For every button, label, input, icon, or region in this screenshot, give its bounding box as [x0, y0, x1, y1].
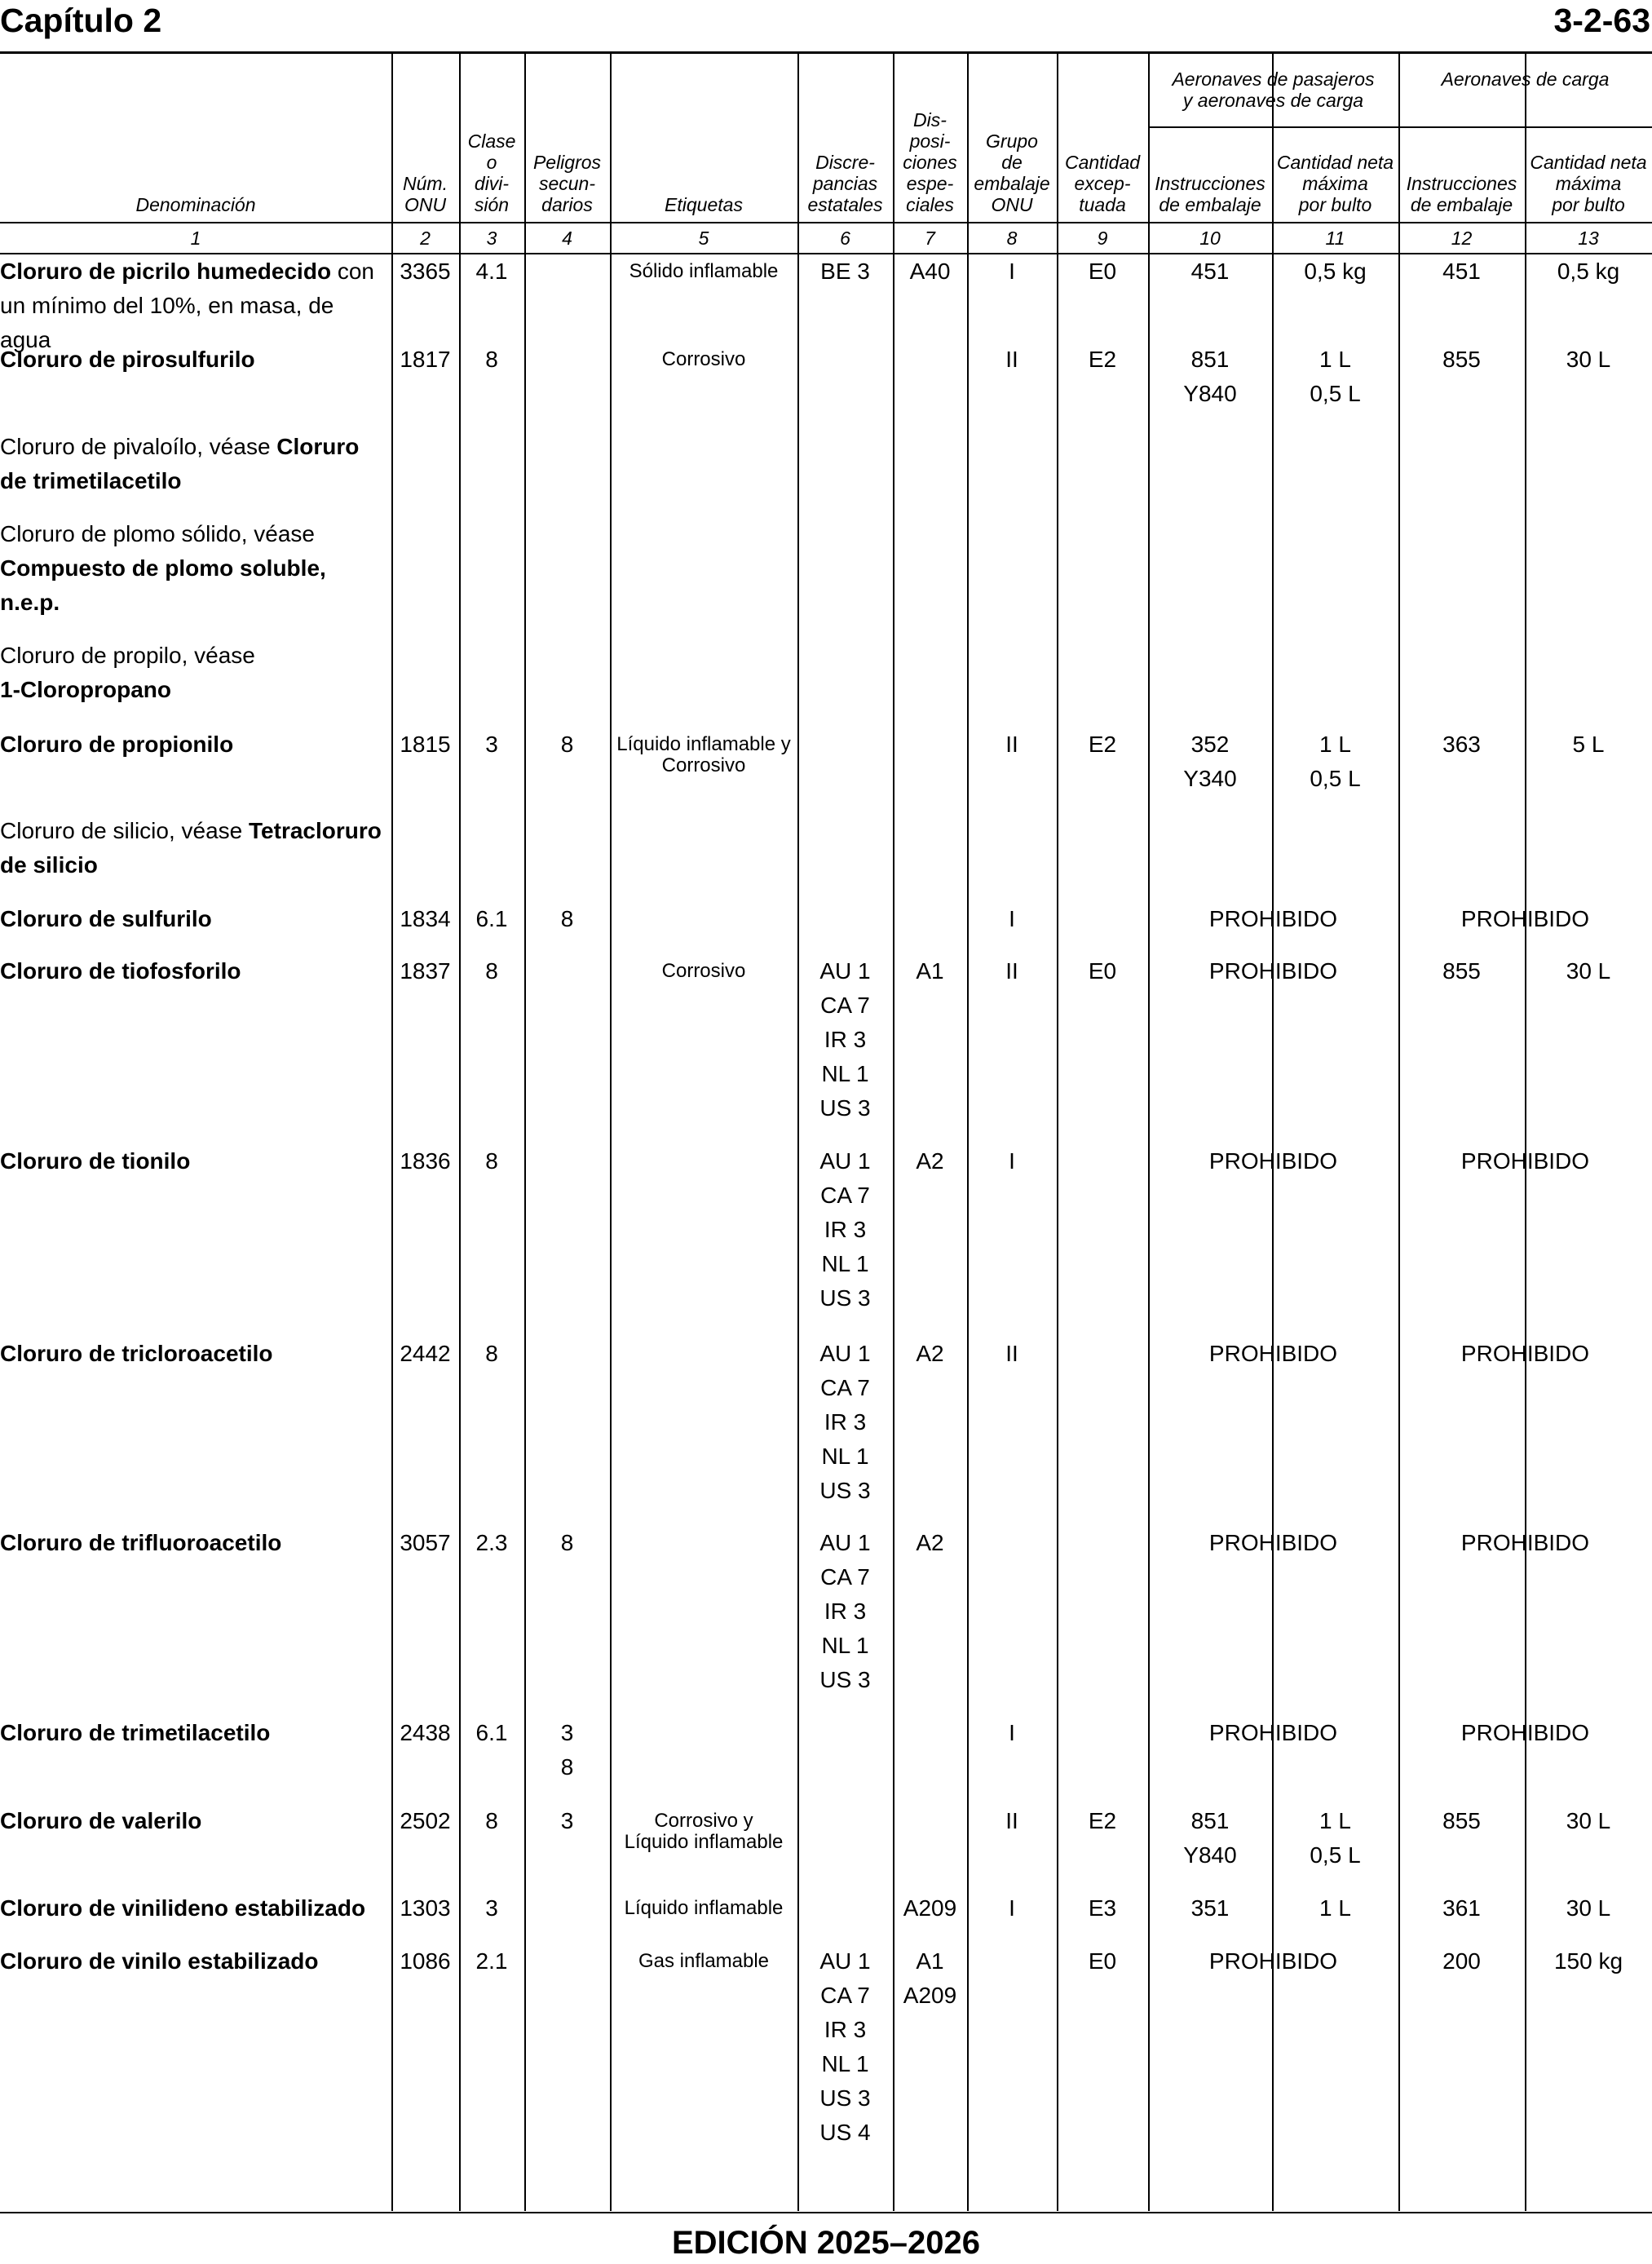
packing-group: I [1009, 1148, 1015, 1174]
table-row-name: Cloruro de plomo sólido, véase Compuesto de plomo soluble, n.e.p. [0, 521, 326, 615]
state-variation: AU 1 CA 7 IR 3 NL 1 US 3 [819, 1341, 871, 1503]
header-cantidad-pax: Cantidad neta máxima por bulto [1276, 152, 1394, 215]
special-provision: A2 [916, 1148, 944, 1174]
header-instrucciones-pax: Instrucciones de embalaje [1155, 173, 1266, 215]
edition-footer: EDICIÓN 2025–2026 [671, 2225, 980, 2261]
subsidiary-hazard: 8 [560, 1530, 574, 1555]
pax-packing-instruction: 851 Y840 [1183, 1808, 1237, 1868]
table-row-name: Cloruro de propionilo [0, 732, 234, 757]
header-etiquetas: Etiquetas [665, 194, 743, 215]
class-division: 2.1 [475, 1948, 508, 1974]
excepted-quantity: E3 [1088, 1895, 1117, 1921]
pax-forbidden: PROHIBIDO [1208, 906, 1338, 931]
special-provision: A2 [916, 1530, 944, 1555]
column-number: 4 [562, 228, 572, 249]
label-text: Líquido inflamable y Corrosivo [616, 733, 791, 776]
cargo-max-quantity: 30 L [1566, 347, 1611, 372]
column-rule [797, 54, 799, 2211]
column-number: 2 [420, 228, 431, 249]
un-number: 2438 [400, 1720, 451, 1745]
un-number: 1086 [400, 1948, 451, 1974]
cargo-forbidden: PROHIBIDO [1460, 906, 1590, 931]
header-disposiciones: Dis- posi- ciones espe- ciales [903, 109, 957, 215]
header-denominacion: Denominación [135, 194, 256, 215]
cargo-max-quantity: 30 L [1566, 958, 1611, 984]
excepted-quantity: E2 [1088, 347, 1117, 372]
cargo-max-quantity: 150 kg [1553, 1948, 1623, 1974]
packing-group: I [1009, 1720, 1015, 1745]
header-grupo-embalaje: Grupo de embalaje ONU [974, 130, 1050, 215]
label-text: Corrosivo [661, 348, 746, 370]
un-number: 3365 [400, 259, 451, 284]
pax-max-quantity: 1 L 0,5 L [1310, 1808, 1361, 1868]
packing-group: II [1005, 958, 1018, 984]
cargo-packing-instruction: 855 [1442, 347, 1481, 372]
column-rule [391, 54, 393, 2211]
un-number: 2502 [400, 1808, 451, 1833]
state-variation: BE 3 [820, 259, 870, 284]
pax-max-quantity: 1 L [1319, 1895, 1351, 1921]
un-number: 1303 [400, 1895, 451, 1921]
header-instrucciones-carga: Instrucciones de embalaje [1406, 173, 1517, 215]
table-row-name: Cloruro de vinilideno estabilizado [0, 1895, 366, 1921]
pax-forbidden: PROHIBIDO [1208, 1948, 1338, 1974]
pax-forbidden: PROHIBIDO [1208, 1341, 1338, 1366]
un-number: 1834 [400, 906, 451, 931]
class-division: 3 [485, 1895, 498, 1921]
header-peligros-secundarios: Peligros secun- darios [532, 152, 602, 215]
excepted-quantity: E2 [1088, 732, 1117, 757]
special-provision: A40 [909, 259, 951, 284]
cargo-packing-instruction: 451 [1442, 259, 1481, 284]
table-row-name: Cloruro de propilo, véase 1-Cloropropano [0, 643, 255, 702]
un-number: 1836 [400, 1148, 451, 1174]
column-number: 8 [1006, 228, 1018, 249]
special-provision: A1 [916, 958, 944, 984]
table-row-name: Cloruro de valerilo [0, 1808, 202, 1833]
table-row-name: Cloruro de picrilo humedecido con un mínimo del 10%, en masa, de agua [0, 259, 374, 352]
column-rule [1057, 54, 1058, 2211]
class-division: 8 [485, 1808, 498, 1833]
packing-group: II [1005, 1808, 1018, 1833]
column-rule [1525, 54, 1526, 2211]
pax-packing-instruction: 851 Y840 [1183, 347, 1237, 406]
excepted-quantity: E0 [1088, 958, 1117, 984]
cargo-forbidden: PROHIBIDO [1460, 1720, 1590, 1745]
subsidiary-hazard: 8 [560, 732, 574, 757]
table-row-name: Cloruro de vinilo estabilizado [0, 1948, 319, 1974]
cargo-forbidden: PROHIBIDO [1460, 1530, 1590, 1555]
un-number: 3057 [400, 1530, 451, 1555]
label-text: Corrosivo [661, 960, 746, 982]
table-row-name: Cloruro de pivaloílo, véase Cloruro de trimetilacetilo [0, 434, 360, 493]
packing-group: I [1009, 906, 1015, 931]
header-discrepancias: Discre- pancias estatales [807, 152, 883, 215]
cargo-packing-instruction: 363 [1442, 732, 1481, 757]
cargo-forbidden: PROHIBIDO [1460, 1341, 1590, 1366]
pax-forbidden: PROHIBIDO [1208, 1148, 1338, 1174]
cargo-max-quantity: 30 L [1566, 1895, 1611, 1921]
state-variation: AU 1 CA 7 IR 3 NL 1 US 3 [819, 1148, 871, 1311]
class-division: 6.1 [475, 906, 508, 931]
pax-max-quantity: 1 L 0,5 L [1310, 732, 1361, 791]
table-row-name: Cloruro de trifluoroacetilo [0, 1530, 282, 1555]
class-division: 8 [485, 1341, 498, 1366]
label-text: Líquido inflamable [624, 1897, 784, 1919]
group-header-rule [1148, 126, 1652, 128]
header-clase: Clase o divi- sión [467, 130, 516, 215]
column-number: 10 [1199, 228, 1221, 249]
subsidiary-hazard: 8 [560, 906, 574, 931]
class-division: 3 [485, 732, 498, 757]
state-variation: AU 1 CA 7 IR 3 NL 1 US 3 US 4 [819, 1948, 871, 2145]
class-division: 8 [485, 347, 498, 372]
un-number: 1817 [400, 347, 451, 372]
state-variation: AU 1 CA 7 IR 3 NL 1 US 3 [819, 958, 871, 1121]
table-row-name: Cloruro de tiofosforilo [0, 958, 241, 984]
header-rule [0, 222, 1652, 223]
header-cantidad-carga: Cantidad neta máxima por bulto [1530, 152, 1647, 215]
pax-forbidden: PROHIBIDO [1208, 1530, 1338, 1555]
column-number: 3 [486, 228, 497, 249]
pax-packing-instruction: 352 Y340 [1183, 732, 1237, 791]
excepted-quantity: E0 [1088, 259, 1117, 284]
label-text: Sólido inflamable [629, 260, 779, 282]
cargo-packing-instruction: 855 [1442, 1808, 1481, 1833]
special-provision: A209 [903, 1895, 957, 1921]
pax-packing-instruction: 351 [1190, 1895, 1230, 1921]
class-division: 4.1 [475, 259, 508, 284]
un-number: 1837 [400, 958, 451, 984]
un-number: 2442 [400, 1341, 451, 1366]
table-row-name: Cloruro de pirosulfurilo [0, 347, 255, 372]
header-cantidad-exceptuada: Cantidad excep- tuada [1064, 152, 1141, 215]
cargo-packing-instruction: 200 [1442, 1948, 1481, 1974]
class-division: 8 [485, 1148, 498, 1174]
cargo-forbidden: PROHIBIDO [1460, 1148, 1590, 1174]
header-group-carga: Aeronaves de carga [1441, 69, 1610, 90]
table-row-name: Cloruro de trimetilacetilo [0, 1720, 271, 1745]
packing-group: I [1009, 259, 1015, 284]
pax-max-quantity: 0,5 kg [1304, 259, 1367, 284]
chapter-title: Capítulo 2 [0, 2, 162, 39]
top-rule [0, 51, 1652, 54]
label-text: Gas inflamable [638, 1950, 770, 1972]
table-row-name: Cloruro de tionilo [0, 1148, 191, 1174]
table-row-name: Cloruro de silicio, véase Tetracloruro de silicio [0, 818, 382, 878]
bottom-rule [0, 2212, 1652, 2213]
table-row-name: Cloruro de tricloroacetilo [0, 1341, 273, 1366]
label-text: Corrosivo y Líquido inflamable [624, 1810, 784, 1853]
column-number: 7 [925, 228, 935, 249]
pax-forbidden: PROHIBIDO [1208, 1720, 1338, 1745]
column-number: 13 [1578, 228, 1599, 249]
packing-group: II [1005, 1341, 1018, 1366]
cargo-max-quantity: 0,5 kg [1557, 259, 1620, 284]
column-number: 5 [698, 228, 709, 249]
cargo-max-quantity: 5 L [1572, 732, 1605, 757]
column-rule [967, 54, 969, 2211]
table-row-name: Cloruro de sulfurilo [0, 906, 212, 931]
column-rule [459, 54, 461, 2211]
class-division: 8 [485, 958, 498, 984]
column-number: 11 [1325, 228, 1345, 249]
column-number: 12 [1451, 228, 1473, 249]
header-num-onu: Núm. ONU [403, 173, 448, 215]
pax-forbidden: PROHIBIDO [1208, 958, 1338, 984]
packing-group: II [1005, 732, 1018, 757]
packing-group: II [1005, 347, 1018, 372]
state-variation: AU 1 CA 7 IR 3 NL 1 US 3 [819, 1530, 871, 1692]
special-provision: A2 [916, 1341, 944, 1366]
cargo-packing-instruction: 361 [1442, 1895, 1481, 1921]
cargo-max-quantity: 30 L [1566, 1808, 1611, 1833]
column-rule [524, 54, 526, 2211]
subsidiary-hazard: 3 8 [560, 1720, 574, 1780]
column-rule [610, 54, 612, 2211]
class-division: 6.1 [475, 1720, 508, 1745]
column-number: 9 [1097, 228, 1108, 249]
column-rule [893, 54, 894, 2211]
pax-max-quantity: 1 L 0,5 L [1310, 347, 1361, 406]
column-number: 6 [840, 228, 850, 249]
page-number: 3-2-63 [1553, 2, 1650, 39]
un-number: 1815 [400, 732, 451, 757]
column-number: 1 [190, 228, 201, 249]
packing-group: I [1009, 1895, 1015, 1921]
column-rule [1398, 54, 1400, 2211]
header-group-pasajeros: Aeronaves de pasajeros y aeronaves de carga [1172, 69, 1375, 111]
excepted-quantity: E0 [1088, 1948, 1117, 1974]
class-division: 2.3 [475, 1530, 508, 1555]
pax-packing-instruction: 451 [1190, 259, 1230, 284]
special-provision: A1 A209 [903, 1948, 957, 2008]
excepted-quantity: E2 [1088, 1808, 1117, 1833]
subsidiary-hazard: 3 [560, 1808, 574, 1833]
cargo-packing-instruction: 855 [1442, 958, 1481, 984]
